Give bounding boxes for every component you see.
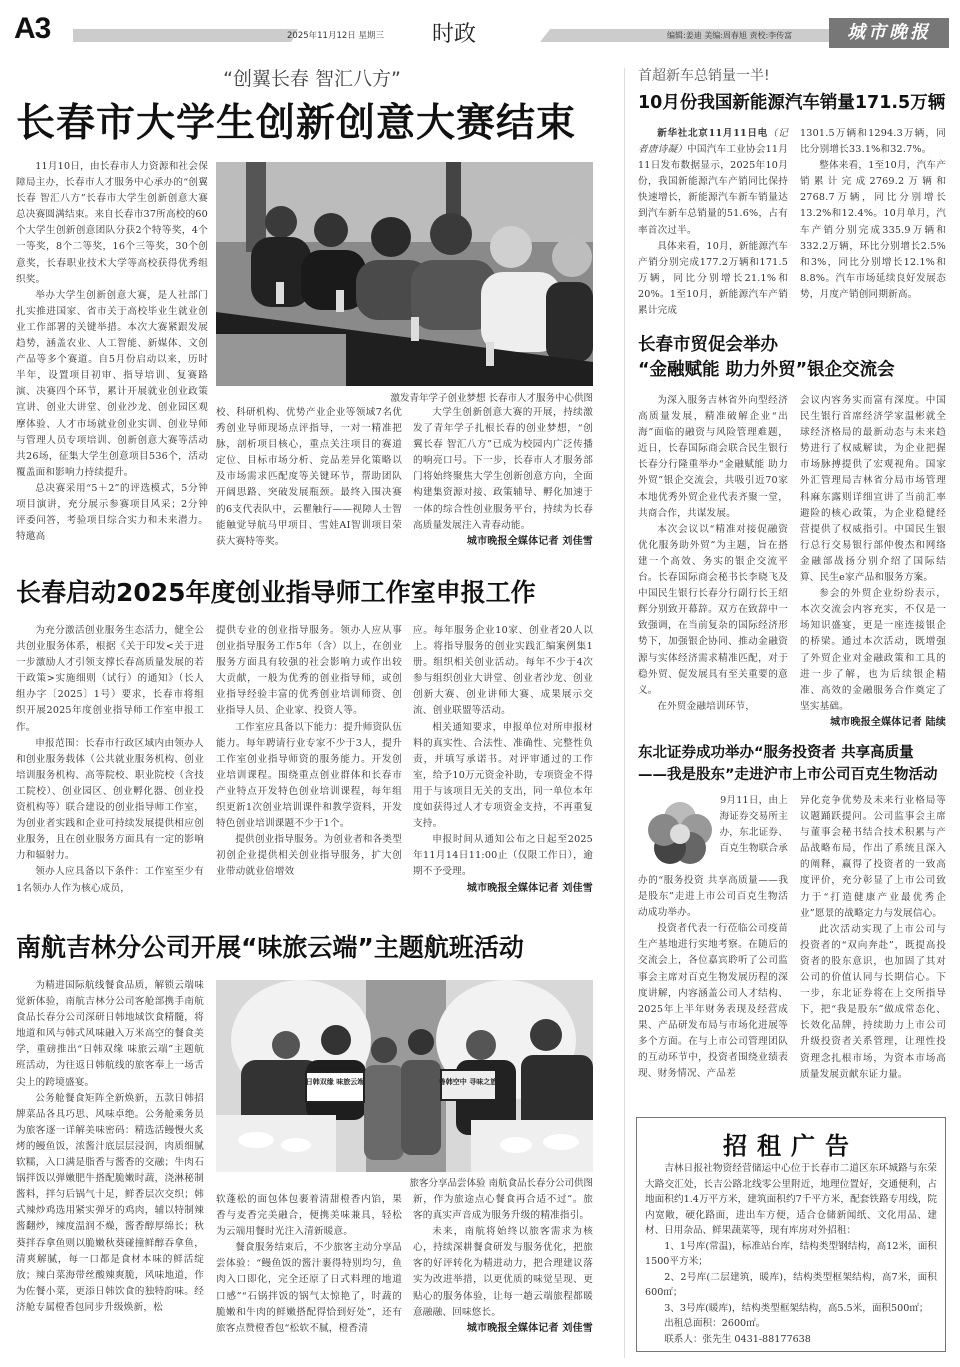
article6-headline (638, 742, 938, 786)
paragraph: 提供创业指导服务。为创业者和各类型初创企业提供相关创业指导服务，扩大创业带动就业倍增效 (216, 834, 402, 878)
issue-date: 2025年11月12日 星期三 (287, 31, 384, 41)
article1-byline: 城市晚报全媒体记者 刘佳雪 (466, 535, 593, 547)
editor-credits: 编辑:姜迪 美编:周春旭 责校:李传富 (667, 31, 793, 40)
article3-byline: 城市晚报全媒体记者 刘佳雪 (466, 1322, 593, 1334)
paragraph: 11月10日，由长春市人力资源和社会保障局主办，长春市人才服务中心承办的“创翼长春 智汇八方”长春市大学生创新创意大赛总决赛圆满结束。来自长春市37所高校的60个大学生创新创意团队分获2个特等奖，4个一等奖，8个二等奖，16个三等奖，30个创意奖，长春职业技术大学等高校获得优秀组织奖。 (16, 161, 208, 285)
rental-ad-box (636, 1117, 946, 1352)
article4-kicker: 首超新车总销量一半! (638, 68, 770, 84)
article4-column-2 (800, 126, 946, 303)
article1-column-1 (16, 159, 208, 545)
paragraph-text: 中国汽车工业协会11月11日发布数据显示，2025年10月份，我国新能源汽车产销同比保持快速增长，新能源汽车新车销量达到汽车新车总销量的51.6%，占有率首次过半。 (638, 144, 789, 236)
paragraph: 在外贸金融培训环节， (657, 700, 756, 712)
article3-column-3 (413, 1192, 593, 1337)
reporter-credit: （记者唐诗凝） (638, 128, 788, 156)
paragraph: 应。每年服务企业10家、创业者20人以上。将指导服务的创业实践汇编案例集1册。组织相关创业活动。每年不少于4次参与组织创业大讲堂、创业者沙龙、创业创新大赛、创业讲师大赛、成果展示交流、创业联盟等活动。 (413, 625, 593, 717)
photo-sign-right: 鲁韩空中 寻味之旅 (438, 1078, 498, 1086)
paragraph: 异化竞争优势及未来行业格局等议题踊跃提问。公司监事会主席与董事会秘书结合技术积累与产品战略布局，作出了系统且深入的阐释，赢得了投资者的一致高度评价，充分彰显了上市公司致力于“打造健康产业最优秀企业”愿景的战略定力与发展信心。 (800, 795, 946, 919)
paragraph: 为深入服务吉林省外向型经济高质量发展，精准破解企业“出海”面临的融资与风险管理难题，近日，长春国际商会联合民生银行长春分行隆重举办“金融赋能 助力外贸”银企交流会，共吸引近70家本地优秀外贸企业代表齐聚一堂，共商合作，共谋发展。 (638, 395, 788, 519)
article5-headline (638, 333, 895, 383)
article1-kicker: “创翼长春 智汇八方” (223, 68, 401, 90)
article1-column-2: 校、科研机构、优势产业企业等领域7名优秀创业导师现场点评指导，一对一精准把脉，剖析项目核心，重点关注项目的赛道定位、目标市场分析、竞品差异化策略以及市场需求匹配度等关键环节，帮助团队开阔思路、突破发展瓶颈。最终入围决赛的6支代表队中，云瞿触行——视障人士智能触觉导航马甲项目、雪娃AI智训项目荣获大赛特等奖。 (216, 407, 402, 547)
ad-total-area: 出租总面积：2600㎡。 (664, 1318, 766, 1329)
ad-title: 招租广告 (723, 1132, 859, 1160)
article3-column-2 (216, 1192, 402, 1337)
ad-item: 1、1号库(常温)，标准站台库，结构类型钢结构，高12米，面积1500平方米； (645, 1240, 937, 1267)
newspaper-logo: 城市晚报 (829, 18, 949, 48)
article6-column-2 (800, 793, 946, 1083)
article2-column-3 (413, 623, 593, 897)
ad-intro: 吉林日报社物资经营储运中心位于长春市二道区东环城路与东荣大路交汇处，长吉公路北线零公里附近，地理位置好，交通便利，占地面积约1.4万平方米，建筑面积约7千平方米，配套铁路专用线，院内宽敞，硬化路面，进出车方便，适合仓储新闻纸、文化用品、建材、日用杂品、鲜果蔬菜等，现有库房对外招租： (645, 1163, 937, 1236)
headline-line: ——我是股东”走进沪市上市公司百克生物活动 (638, 767, 938, 783)
headline-line: “金融赋能 助力外贸”银企交流会 (638, 360, 895, 380)
article1-column-3 (413, 405, 593, 550)
headline-line: 长春市贸促会举办 (638, 335, 778, 355)
paragraph: 公务舱餐食矩阵全新焕新，五款日韩招牌菜品各具巧思、风味卓绝。公务舱乘务员为旅客逐一详解美味密码：精选活鳗慢火炙烤的鳗鱼饭，浓酱汁底层层浸润，肉质细腻软糯，入口满是脂香与酱香的交融；牛肉石锅拌饭以弹嫩肥牛搭配脆嫩时蔬，浇淋秘制酱料，拌匀后锅气十足，鲜香层次交织；韩式辣炒鸡选用紧实弹牙的鸡肉，辅以特制辣酱翻炒，辣度温润不燥，酱香醇厚绵长；秋葵拌吞拿鱼则以脆嫩秋葵碰撞鲜醇吞拿鱼，清爽解腻，每一口都是食材本味的鲜活绽放；辣白菜海带丝酸辣爽脆，风味地道，作为佐餐小菜，更添日韩饮食的独特韵味。经济舱专属橙香包同步升级焕新，松 (16, 1092, 204, 1313)
photo-sign-left: 日韩双缘 味旅云端 (305, 1078, 365, 1086)
paragraph: 举办大学生创新创意大赛，是人社部门扎实推进国家、省市关于高校毕业生就业创业工作部署的关键举措。本次大赛紧跟发展趋势，涵盖农业、人工智能、新媒体、文创产品等多个赛道。自5月份启动以来，历时半年，设置项目初审、指导培训、复赛路演、决赛四个环节，累计开展就业创业政策宣讲、创业大讲堂、创业沙龙、创业园区观摩体验、人才市场就业创业实训、创业导师与管理人员专项培训、创新创意大赛等活动共26场，征集大学生创意项目536个，活动覆盖面和影响力持续提升。 (16, 289, 208, 478)
paragraph: 未来，南航将始终以旅客需求为核心，持续深耕餐食研发与服务优化，把旅客的好评转化为精进动力，把合理建议落实为改进举措，以更优质的味觉呈现、更贴心的服务体验，让每一趟云端旅程都暖意融融、回味悠长。 (413, 1226, 593, 1318)
headline-line: 东北证券成功举办“服务投资者 共享高质量 (638, 745, 914, 761)
article2-byline: 城市晚报全媒体记者 刘佳雪 (466, 882, 593, 894)
article2-column-2 (216, 623, 402, 881)
ad-contact: 联系人：张先生 0431-88177638 (664, 1333, 811, 1345)
article5-column-1 (638, 393, 788, 715)
paragraph: 本次会议以“精准对接促融资 优化服务助外贸”为主题，旨在搭建一个高效、务实的银企交流平台。长春国际商会秘书长李晓飞及中国民生银行长春分行副行长王绍辉分别致开幕辞。双方在致辞中一致强调，在当前复杂的国际经济形势下，加强银企协同、推动金融资源与实体经济需求精准匹配，对于稳外贸、促发展具有至关重要的意义。 (638, 523, 788, 696)
ad-item: 2、2号库(二层建筑，暖库)，结构类型框架结构，高7米，面积600㎡； (645, 1271, 937, 1298)
article1-photo-caption: 激发青年学子创业梦想 长春市人才服务中心供图 (390, 393, 593, 404)
paragraph: 会议内容务实而富有深度。中国民生银行首席经济学家温彬就全球经济格局的最新动态与未来趋势进行了权威解读，为企业把握市场脉搏提供了宏观视角。国家外汇管理局吉林省分局市场管理科麻东露则详细宣讲了当前汇率避险的核心政策，为企业稳健经营提供了权威指引。中国民生银行总行交易银行部仲俊杰和网络金融部战扬分别介绍了国际结算、民生e家产品和服务方案。 (800, 395, 946, 584)
article6-wrap-text: 9月11日，由上海证券交易所主办，东北证券、百克生物联合承 (719, 795, 788, 855)
paragraph: 总决赛采用“5＋2”的评选模式，5分钟项目演讲，充分展示参赛项目风采；2分钟评委问答，考验项目综合实力和未来潜力。特邀高 (16, 482, 208, 543)
company-logo-icon (646, 800, 714, 868)
paragraph: 为精进国际航线餐食品质，解锁云端味觉新体验，南航吉林分公司客舱部携手南航食品长春分公司深研日韩地域饮食精髓，将地道和风与韩式风味融入万米高空的餐食美学，重磅推出“日韩双缘 味旅云端”主题航班活动，为往返日韩航线的旅客奉上一场舌尖上的跨境盛宴。 (16, 980, 204, 1088)
paragraph: 参会的外贸企业纷纷表示，本次交流会内容充实，不仅是一场知识盛宴，更是一座连接银企的桥梁。通过本次活动，既增强了外贸企业对金融政策和工具的进一步了解，也为后续银企精准、高效的金融服务合作奠定了坚实基础。 (800, 588, 946, 712)
paragraph: 餐食服务结束后，不少旅客主动分享品尝体验：“鳗鱼饭的酱汁裹得特别均匀，鱼肉入口即化，完全还原了日式料理的地道口感”“石锅拌饭的锅气太惊艳了，时蔬的脆嫩和牛肉的鲜嫩搭配得恰到好处”，还有旅客点赞橙香包“松软不腻，橙香清 (216, 1242, 402, 1334)
article3-photo-caption: 旅客分享品尝体验 南航食品长春分公司供图 (409, 1178, 593, 1189)
paragraph: 相关通知要求，申报单位对所申报材料的真实性、合法性、准确性、完整性负责，并填写承诺书。对评审通过的工作室，给予10万元资金补助，专项资金不得用于与该项目无关的支出，同一单位本年度如获得过人才专项资金支持，不再重复支持。 (413, 721, 593, 830)
section-title: 时政 (432, 22, 477, 47)
paragraph: 整体来看，1至10月，汽车产销累计完成2769.2万辆和2768.7万辆，同比分别增长13.2%和12.4%。10月单月，汽车产销分别完成335.9万辆和332.2万辆，环比分别增长2.5%和3%，同比分别增长12.1%和8.8%。汽车市场延续良好发展态势，月度产销创同期新高。 (800, 160, 946, 300)
ad-body (637, 1161, 945, 1347)
article2-column-1 (16, 623, 204, 897)
article3-headline: 南航吉林分公司开展“味旅云端”主题航班活动 (16, 933, 524, 962)
paragraph: 申报范围：长春市行政区域内由领办人和创业服务载体（公共就业服务机构、创业培训服务机构、高等院校、职业院校（含技工院校）、创业园区、创业孵化器、创业投资机构等）联合建设的创业指导师工作室，为创业者实践和企业可持续发展提供相应创业服务，且在创业服务方面具有一定的影响力和辐射力。 (16, 737, 204, 862)
paragraph: 此次活动实现了上市公司与投资者的“双向奔赴”，既提高投资者的股东意识，也加固了其对公司的价值认同与长期信心。下一步，东北证券将在上交所指导下，把“我是股东”做成常态化、长效化品牌，持续助力上市公司升级投资者关系管理，让理性投资理念扎根市场，为资本市场高质量发展贡献东证力量。 (800, 923, 946, 1080)
paragraph: 领办人应具备以下条件：工作室至少有1名领办人作为核心成员， (16, 866, 204, 894)
article4-headline: 10月份我国新能源汽车销量171.5万辆 (638, 93, 946, 113)
paragraph: 办的“服务投资 共享高质量——我是股东”走进上市公司百克生物活动成功举办。 (638, 875, 788, 919)
article3-photo (216, 980, 593, 1172)
header-bar-left (73, 29, 298, 42)
article5-column-2 (800, 393, 946, 731)
article1-photo (216, 162, 593, 386)
paragraph: 投资者代表一行莅临公司疫苗生产基地进行实地考察。在随后的交流会上，各位嘉宾聆听了公司监事会主席对百克生物发展历程的深度讲解，内容涵盖公司人才结构、2025年上半年财务表现及经营成果、产品研发布局与市场化进展等多个方面。在与上市公司管理团队的互动环节中，投资者围绕业绩表现、财务情况、产品差 (638, 923, 788, 1080)
article4-column-1 (638, 126, 788, 319)
article6-column-1 (638, 873, 788, 1082)
paragraph: 新，作为旅途点心餐食再合适不过”。旅客的真实声音成为服务升级的精准指引。 (413, 1194, 593, 1222)
paragraph: 大学生创新创意大赛的开展，持续激发了青年学子扎根长春的创业梦想，“创翼长春 智汇八方”已成为校园内广泛传播的响亮口号。下一步，长春市人才服务部门将始终聚焦大学生创新创意方向，全面构建集资源对接、政策辅导、孵化加速于一体的综合性创业服务平台，持续为长春高质量发展注入青春动能。 (413, 407, 593, 531)
paragraph: 工作室应具备以下能力：提升师资队伍能力。每年聘请行业专家不少于3人，提升工作室创业指导师资的服务能力。开发创业培训课程。围绕重点创业群体和长春市产业特点开发特色创业培训课程，每年组织更新1次创业培训课件和教学资料，开发特色创业培训课题不少于1个。 (216, 721, 402, 830)
paragraph: 具体来看，10月，新能源汽车产销分别完成177.2万辆和171.5万辆，同比分别增长21.1%和20%。1至10月，新能源汽车产销累计完成 (638, 240, 788, 317)
paragraph: 1301.5万辆和1294.3万辆，同比分别增长33.1%和32.7%。 (800, 128, 946, 156)
dateline: 新华社北京11月11日电 (657, 128, 768, 139)
article5-byline: 城市晚报全媒体记者 陆续 (830, 716, 946, 728)
paragraph: 提供专业的创业指导服务。领办人应从事创业指导服务工作5年（含）以上，在创业服务方面具有较强的社会影响力或作出较大贡献，一般为优秀的创业指导师，或创业指导经验丰富的优秀创业培训师资、创业指导人员、企业家、投资人等。 (216, 625, 402, 717)
article1-headline: 长春市大学生创新创意大赛结束 (16, 101, 577, 146)
ad-item: 3、3号库(暖库)，结构类型框架结构，高5.5米，面积500㎡； (664, 1302, 929, 1314)
article3-column-1 (16, 978, 204, 1316)
paragraph: 为充分激活创业服务生态活力，健全公共创业服务体系，根据《关于印发<关于进一步激励人才引领支撑长春高质量发展的若干政策>实施细则（试行）的通知》（长人组办字〔2025〕1号）要求，长春市将组织开展2025年度创业指导师工作室申报工作。 (16, 625, 204, 733)
paragraph: 申报时间从通知公布之日起至2025年11月14日11:00止（仅限工作日），逾期不予受理。 (413, 834, 593, 878)
paragraph: 软蓬松的面包体包裹着清甜橙香内馅，果香与麦香完美融合，便携美味兼具，轻松为云端用餐时光注入清新暖意。 (216, 1194, 402, 1238)
article2-headline: 长春启动2025年度创业指导师工作室申报工作 (16, 578, 536, 607)
column-divider (624, 68, 625, 1358)
page-number: A3 (14, 12, 51, 45)
